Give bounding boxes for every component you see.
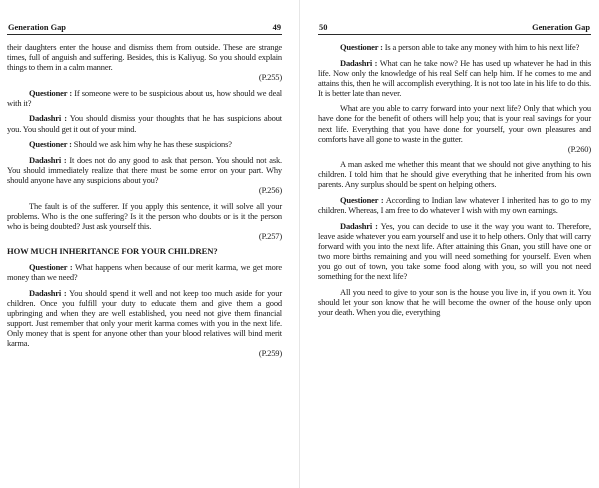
page-reference: (P.256) — [258, 184, 282, 195]
left-page-body — [7, 42, 282, 358]
questioner-paragraph — [318, 195, 591, 215]
paragraph-text: According to Indian law whatever I inherited has to go to my children. Whereas, I am free to do whatever I wish with my own earnings. — [318, 194, 592, 216]
page-reference: (P.260) — [567, 143, 591, 154]
page-reference: (P.255) — [258, 72, 282, 83]
speaker-label: Dadashri : — [29, 288, 67, 299]
dadashri-paragraph — [7, 155, 282, 195]
speaker-label: Questioner : — [340, 194, 384, 205]
paragraph — [7, 42, 282, 82]
page-reference: (P.259) — [258, 348, 282, 359]
paragraph-text: You should dismiss your thoughts that he has suspicions about you. You should get it out of your mind. — [7, 113, 282, 134]
questioner-paragraph — [7, 88, 282, 108]
page-number: 49 — [272, 23, 281, 32]
paragraph-text: All you need to give to your son is the house you live in, if you own it. You should let your son know that he will become the owner of the house only upon your death. When you die, everything — [318, 286, 591, 317]
dadashri-paragraph — [7, 113, 282, 133]
left-page-header — [7, 14, 282, 35]
questioner-paragraph — [7, 139, 282, 149]
questioner-paragraph — [7, 262, 282, 282]
paragraph-text: What are you able to carry forward into your next life? Only that which you have done for the benefit of others will help you; that is your real savings for your next life. Everything that you have done for yourself, your own pleasures and comforts have all gone to waste in the gutter. — [318, 103, 591, 144]
running-title: Generation Gap — [532, 23, 590, 32]
right-page — [299, 0, 598, 488]
speaker-label: Questioner : — [340, 42, 383, 52]
speaker-label: Dadashri : — [29, 154, 67, 165]
page-reference: (P.257) — [258, 230, 282, 241]
right-page-body — [318, 42, 591, 317]
left-page — [0, 0, 299, 488]
paragraph — [318, 287, 591, 317]
paragraph — [7, 201, 282, 241]
speaker-label: Questioner : — [29, 262, 73, 273]
running-title: Generation Gap — [8, 23, 66, 32]
speaker-label: Dadashri : — [340, 220, 378, 231]
speaker-label: Dadashri : — [340, 57, 378, 68]
paragraph — [318, 159, 591, 189]
paragraph-text: The fault is of the sufferer. If you apply this sentence, it will solve all your problems. Who is the one suffering? Is it the person who doubts or is it the person who is being doubted? Just ask yourself this. — [7, 200, 282, 231]
speaker-label: Dadashri : — [29, 113, 67, 124]
paragraph-text: If someone were to be suspicious about us, how should we deal with it? — [7, 87, 282, 108]
paragraph — [318, 103, 591, 153]
speaker-label: Questioner : — [29, 139, 72, 150]
page-number: 50 — [319, 23, 328, 32]
paragraph-text: What happens when because of our merit karma, we get more money than we need? — [7, 262, 282, 283]
paragraph-text: Should we ask him why he has these suspicions? — [71, 139, 232, 150]
paragraph-text: A man asked me whether this meant that we should not give anything to his children. I told him that he should give everything that he inherited from his own parents. Any surplus should be spent on helping others. — [318, 159, 591, 190]
questioner-paragraph — [318, 42, 591, 52]
dadashri-paragraph — [318, 221, 591, 281]
paragraph-text: Is a person able to take any money with him to his next life? — [382, 42, 580, 52]
paragraph-text: their daughters enter the house and dismiss them from outside. These are strange times, full of anguish and suffering. Besides, this is Kaliyug. So you should explain things to them in a calm manner. — [7, 42, 282, 73]
paragraph-text: You should spend it well and not keep too much aside for your children. Once you fulfill your duty to educate them and give them a good upbringing and when they are well established, you need not give them financial support. Just remember that only your merit karma comes with you in the next life. Only money that is spent for anyone other than your blood relatives will bind merit karma. — [7, 288, 282, 349]
dadashri-paragraph — [318, 58, 591, 98]
paragraph-text: It does not do any good to ask that person. You should not ask. You should immediately realize that there must be some error on your part. Why should anyone have any suspicions about you? — [7, 154, 282, 185]
speaker-label: Questioner : — [29, 87, 73, 98]
paragraph-text: What can he take now? He has used up whatever he had in this life. Now only the knowledge of his real Self can help him. If he comes to me and attains this, then he will accomplish everything. It is not too late in his life to do this. It is better late than never. — [318, 57, 591, 98]
section-heading: HOW MUCH INHERITANCE FOR YOUR CHILDREN? — [7, 246, 218, 257]
paragraph-text: Yes, you can decide to use it the way you want to. Therefore, leave aside whatever you earn yourself and use it to help others. Only that will carry forward with you into the next life. After attaining this Gnan, you still have one or two more births remaining and you will need something for yourself. Even when you go out of town, you take some food along with you, so will you not need something for the next life? — [318, 220, 591, 281]
right-page-header — [318, 14, 591, 35]
dadashri-paragraph — [7, 288, 282, 358]
